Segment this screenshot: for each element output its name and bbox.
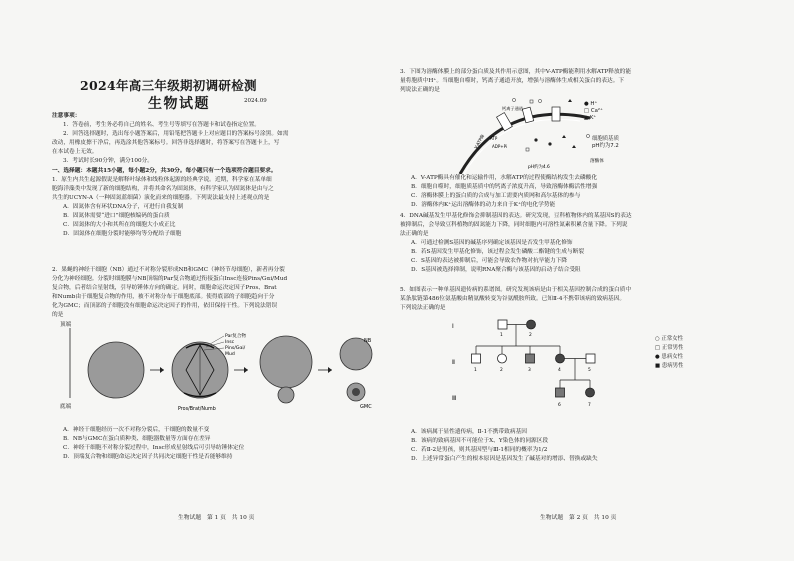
- gmc-nucleus: [352, 388, 360, 396]
- question-text: 共生的UCYN-A（一种固氮蓝细菌）演化而来的细胞器。下列说法最支持上述观点的是: [52, 195, 270, 201]
- question-5-options: [400, 428, 772, 464]
- option-b: B．细胞自噬时，细胞质基质中的钙离子浓度升高，导致溶酶体酶活性增强: [411, 184, 598, 190]
- notice-line: 3．考试时长90分钟，满分100分。: [63, 158, 153, 164]
- page-footer: 生物试题 第 2 页 共 10 页: [540, 515, 617, 521]
- arrow-head: [244, 367, 248, 373]
- k-ion: [572, 145, 576, 148]
- question-text: 法正确的是: [400, 231, 429, 237]
- question-text: 2．果蝇的神经干细胞（NB）通过不对称分裂形成NB和GMC（神经节母细胞），新者再分裂: [52, 267, 285, 273]
- question-2-options: [52, 426, 382, 462]
- nb-cell-3: [260, 336, 312, 388]
- question-3-options: [400, 174, 772, 210]
- label-mud: Mud: [225, 352, 235, 357]
- option-c: C．溶酶体膜上的蛋白质的合成与加工需要内质网和高尔基体的参与: [411, 193, 581, 199]
- label-cytosol: 细胞质基质: [592, 136, 619, 142]
- id: 7: [588, 403, 591, 408]
- id: 1: [474, 368, 477, 373]
- question-2: [52, 266, 382, 320]
- exam-date: 2024.09: [244, 98, 267, 104]
- gen1-affected-female: [527, 320, 536, 329]
- legend-normal-male: □ 正常男性: [655, 345, 684, 351]
- id: 4: [558, 368, 561, 373]
- k-ion: [562, 135, 566, 138]
- label-vatp: V-ATP酶: [473, 133, 486, 150]
- gen-label: Ⅰ: [452, 323, 454, 330]
- question-text: 量将胞质中H⁺。当细胞自噬时，钙离子通道开放，增强与溶酶体生成相关蛋白的表达。下: [400, 78, 625, 84]
- notice-line: 改动，用橡皮擦干净后，再选涂其他答案标号。回答非选择题时，将答案写在答题卡上，写: [52, 140, 280, 146]
- option-a: A．神经干细胞经历一次不对称分裂后，干细胞的数量不变: [63, 427, 210, 433]
- option-d: D．顶端复合物和细胞命运决定因子共同决定细胞干性是否能够维持: [63, 454, 233, 460]
- h-ion: [512, 98, 515, 101]
- option-b: B．该病的致病基因不可能位于X、Y染色体的同源区段: [411, 438, 549, 444]
- option-b: B．NB与GMC在蛋白质种类、细胞器数量等方面存在差异: [63, 436, 211, 442]
- id: 3: [528, 368, 531, 373]
- question-text: 和Numb由于细胞复合物的作用，被不对称分布于细胞底部。使得底部的子细胞趋向于分: [52, 294, 275, 300]
- option-d: D．溶酶体内K⁺运出溶酶体的动力来自于K⁺的电化学势能: [411, 202, 556, 208]
- cell-division-figure: [60, 318, 380, 423]
- legend-k: ▲ K⁺: [584, 115, 597, 121]
- label-par: Par复合物: [225, 334, 247, 339]
- question-1: [52, 167, 382, 239]
- exam-subject: 生物试题: [148, 96, 210, 112]
- id: 5: [588, 368, 591, 373]
- leader: [210, 336, 224, 344]
- h-ion: [586, 134, 589, 137]
- legend-affected-female: ● 患病女性: [655, 354, 683, 360]
- id: 6: [558, 403, 561, 408]
- id: 2: [500, 368, 503, 373]
- notice-line: 2．回答选择题时，选出每小题答案后，用铅笔把答题卡上对应题目的答案标号涂黑。如需: [63, 131, 289, 137]
- k-ion: [568, 99, 572, 102]
- option-c: C．固氮体的大小和其所在的细胞大小成正比: [63, 222, 176, 228]
- option-a: A．V-ATP酶具有催化和运输作用，水解ATP的过程使酶结构发生去磷酸化: [411, 175, 598, 181]
- section-heading: 一、选择题：本题共15小题，每小题2分，共30分。每小题只有一个选项符合题目要求。: [52, 168, 277, 174]
- h-ion: [538, 99, 541, 102]
- question-text: 4．DNA碱基发生甲基化修饰会抑制基因的表达。研究发现，豆科植物体内的某基因S的表达: [400, 213, 632, 219]
- question-text: 化为GMC；而顶部的子细胞没有细胞命运决定因子的作用，依旧保持干性。下列说法错误: [52, 303, 278, 309]
- question-5: [400, 286, 772, 313]
- label-apex: 顶端: [60, 322, 72, 328]
- label-adp: ADP+Pi: [492, 144, 508, 149]
- legend-h: ● H⁺: [584, 101, 598, 107]
- label-gmc: GMC: [360, 404, 372, 410]
- h-ion: [548, 142, 551, 145]
- question-text: 5．如图表示一种单基因遗传病的系谱图。研究发现该病是由于相关基因控制合成的蛋白质中: [400, 287, 632, 293]
- arrow-head: [328, 367, 332, 373]
- option-a: A．该病属于显性遗传病，Ⅱ-1不携带致病基因: [411, 429, 527, 435]
- gen2-4: [556, 354, 565, 363]
- label-base: 底端: [60, 404, 72, 410]
- nb-cell-1: [88, 342, 144, 398]
- label-ph-in: pH约为4.6: [528, 165, 550, 170]
- notice-line: 在本试卷上无效。: [52, 149, 98, 155]
- option-a: A．可通过检测S基因的碱基序列确定该基因是否发生甲基化修饰: [411, 240, 573, 246]
- ca-ion: [526, 148, 529, 151]
- question-text: 1．原生内共生起源假说是解释叶绿体和线粒体起源的经典学说。近期，科学家在某单细: [52, 177, 272, 183]
- label-pins: Pins/Gαi/: [225, 346, 246, 351]
- option-c: C．若Ⅱ-2是男孩，则其基因型与Ⅲ-1相同的概率为1/2: [411, 447, 548, 453]
- pedigree-figure: [450, 316, 640, 416]
- gmc-bud: [278, 387, 294, 403]
- label-pros: Pros/Brat/Numb: [178, 407, 216, 412]
- gen2-5: [586, 354, 595, 363]
- label-insc: Insc: [225, 340, 235, 345]
- option-d: D．固氮体在细胞分裂时能够均等分配给子细胞: [63, 231, 182, 237]
- option-d: D．上述异常蛋白产生的根本原因是基因发生了碱基对的增添、替换或缺失: [411, 456, 598, 462]
- option-b: B．若S基因发生甲基化修饰，该过程会发生磷酸二酯键的生成与断裂: [411, 249, 585, 255]
- gen2-2: [498, 354, 507, 363]
- gen2-1: [472, 354, 481, 363]
- notice-line: 1．答卷前，考生务必将自己的姓名、考生号等填写在答题卡和试卷指定位置。: [63, 122, 260, 128]
- question-text: 下列说法正确的是: [400, 305, 446, 311]
- question-text: 胞海洋藻类中发现了新的细胞结构，并将其命名为固氮体，有科学家认为固氮体是由与之: [52, 186, 274, 192]
- id: 1: [500, 333, 503, 338]
- option-d: D．S基因被选择抑制，说明RNA聚合酶与该基因的启动子结合受阻: [411, 267, 581, 273]
- label-channel: 钙离子通道: [502, 106, 523, 111]
- option-a: A．固氮体含有环状DNA分子，可进行自我复制: [63, 204, 184, 210]
- option-c: C．神经干细胞不对称分裂过程中，Insc形成星射线后可引导纺锤体定位: [63, 445, 245, 451]
- question-3: [400, 68, 772, 95]
- legend-affected-male: ■ 患病男性: [655, 363, 684, 369]
- notice-section: [52, 112, 382, 166]
- id: 2: [529, 333, 532, 338]
- question-text: 3．下图为溶酶体膜上的部分蛋白质及其作用示意图，其中V-ATP酶能利用水解ATP释放的能: [400, 69, 632, 75]
- arrow-head: [160, 367, 164, 373]
- question-text: 某条肽链第486位氨基酸由精氨酸转变为谷氨酰胺所致。已知Ⅱ-4不携带该病的致病基因。: [400, 296, 626, 302]
- question-text: 分化为神经细胞。分裂时细胞膜与NB顶端的Par复合物通过衔接蛋白Insc连接Pins/Gαi/Mud: [52, 276, 288, 282]
- gen1-male: [498, 320, 507, 329]
- question-text: 被抑制后，会导致豆科植物的固氮能力下降，同时细胞内可溶性氮素积累含量下降。下列说: [400, 222, 628, 228]
- gen2-3: [526, 354, 535, 363]
- h-ion: [534, 138, 537, 141]
- label-lysosome: 溶酶体: [590, 159, 604, 164]
- legend-normal-female: ○ 正常女性: [655, 336, 683, 342]
- exam-title: 2024年高三年级期初调研检测: [80, 78, 257, 93]
- gen-label: Ⅲ: [452, 395, 457, 402]
- option-c: C．S基因的表达被抑制后，可能会导致农作物对抗旱能力下降: [411, 258, 568, 264]
- option-b: B．固氮体需要“进口”细胞核编码的蛋白质: [63, 213, 170, 219]
- question-text: 复合物，后者结合星射线，引导纺锤体方向的确定。同时，细胞命运决定因子Pros、Brat: [52, 285, 277, 291]
- notice-heading: 注意事项：: [52, 113, 81, 119]
- question-4: [400, 212, 772, 275]
- gen-label: Ⅱ: [452, 359, 455, 366]
- legend-ca: □ Ca²⁺: [584, 108, 603, 114]
- gen3-7: [586, 388, 595, 397]
- k-channel: [552, 107, 560, 121]
- ca-ion: [530, 100, 533, 103]
- question-text: 的是: [52, 312, 64, 318]
- page-footer: 生物试题 第 1 页 共 10 页: [178, 515, 255, 521]
- label-nb: NB: [364, 338, 372, 344]
- label-atp: ATP: [490, 136, 498, 141]
- question-text: 列说法正确的是: [400, 87, 440, 93]
- gen3-6: [556, 388, 565, 397]
- label-cytosol-ph: pH约为7.2: [592, 143, 619, 149]
- vatp-pump: [497, 113, 513, 131]
